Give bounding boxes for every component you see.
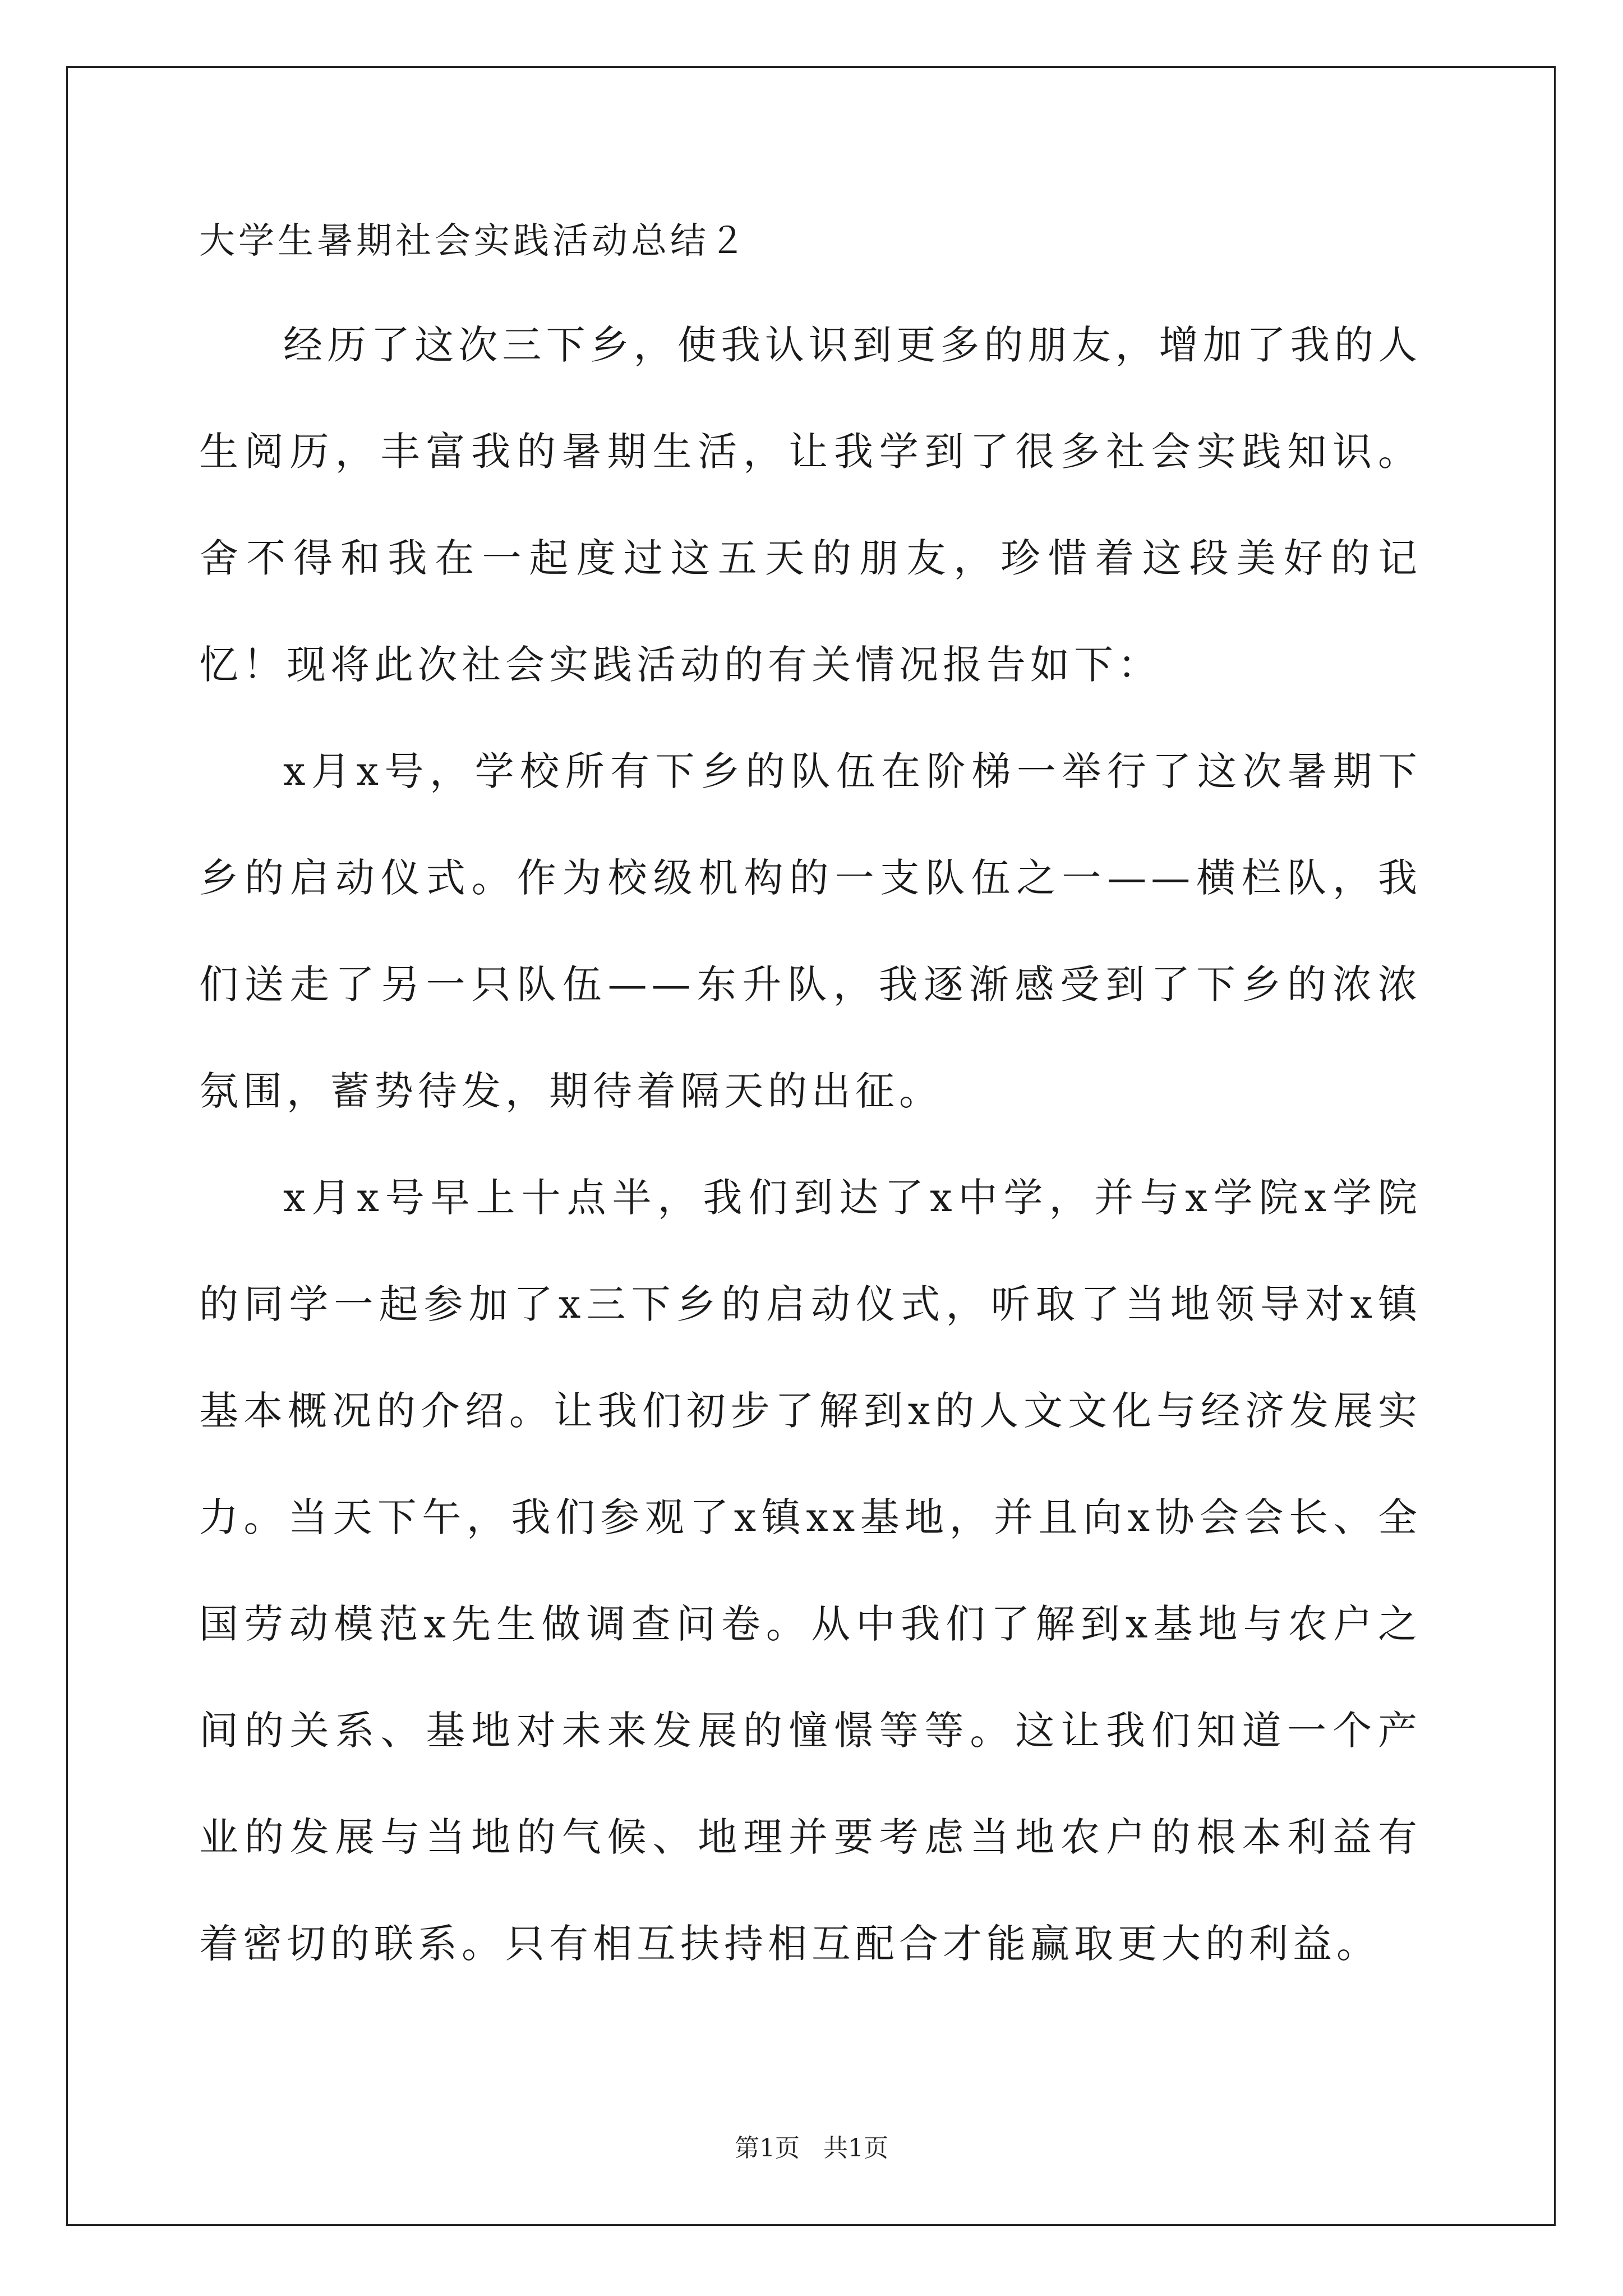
page-number-total: 共1页	[823, 2134, 888, 2162]
paragraph-1: 经历了这次三下乡，使我认识到更多的朋友，增加了我的人生阅历，丰富我的暑期生活，让我学到了很多社会实践知识。舍不得和我在一起度过这五天的朋友，珍惜着这段美好的记忆！现将此次社会实践活动的有关情况报告如下：	[199, 322, 1422, 688]
page-number-current: 第1页	[735, 2134, 800, 2162]
paragraph-2: x月x号，学校所有下乡的队伍在阶梯一举行了这次暑期下乡的启动仪式。作为校级机构的一支队伍之一——横栏队，我们送走了另一只队伍——东升队，我逐渐感受到了下乡的浓浓氛围，蓄势待发，期待着隔天的出征。	[199, 748, 1422, 1114]
paragraph-3: x月x号早上十点半，我们到达了x中学，并与x学院x学院的同学一起参加了x三下乡的启动仪式，听取了当地领导对x镇基本概况的介绍。让我们初步了解到x的人文文化与经济发展实力。当天下午，我们参观了x镇xx基地，并且向x协会会长、全国劳动模范x先生做调查问卷。从中我们了解到x基地与农户之间的关系、基地对未来发展的憧憬等等。这让我们知道一个产业的发展与当地的气候、地理并要考虑当地农户的根本利益有着密切的联系。只有相互扶持相互配合才能赢取更大的利益。	[199, 1175, 1422, 1967]
page-footer	[0, 2132, 1623, 2165]
document-body	[199, 213, 1422, 1997]
document-title: 大学生暑期社会实践活动总结２	[199, 220, 749, 262]
